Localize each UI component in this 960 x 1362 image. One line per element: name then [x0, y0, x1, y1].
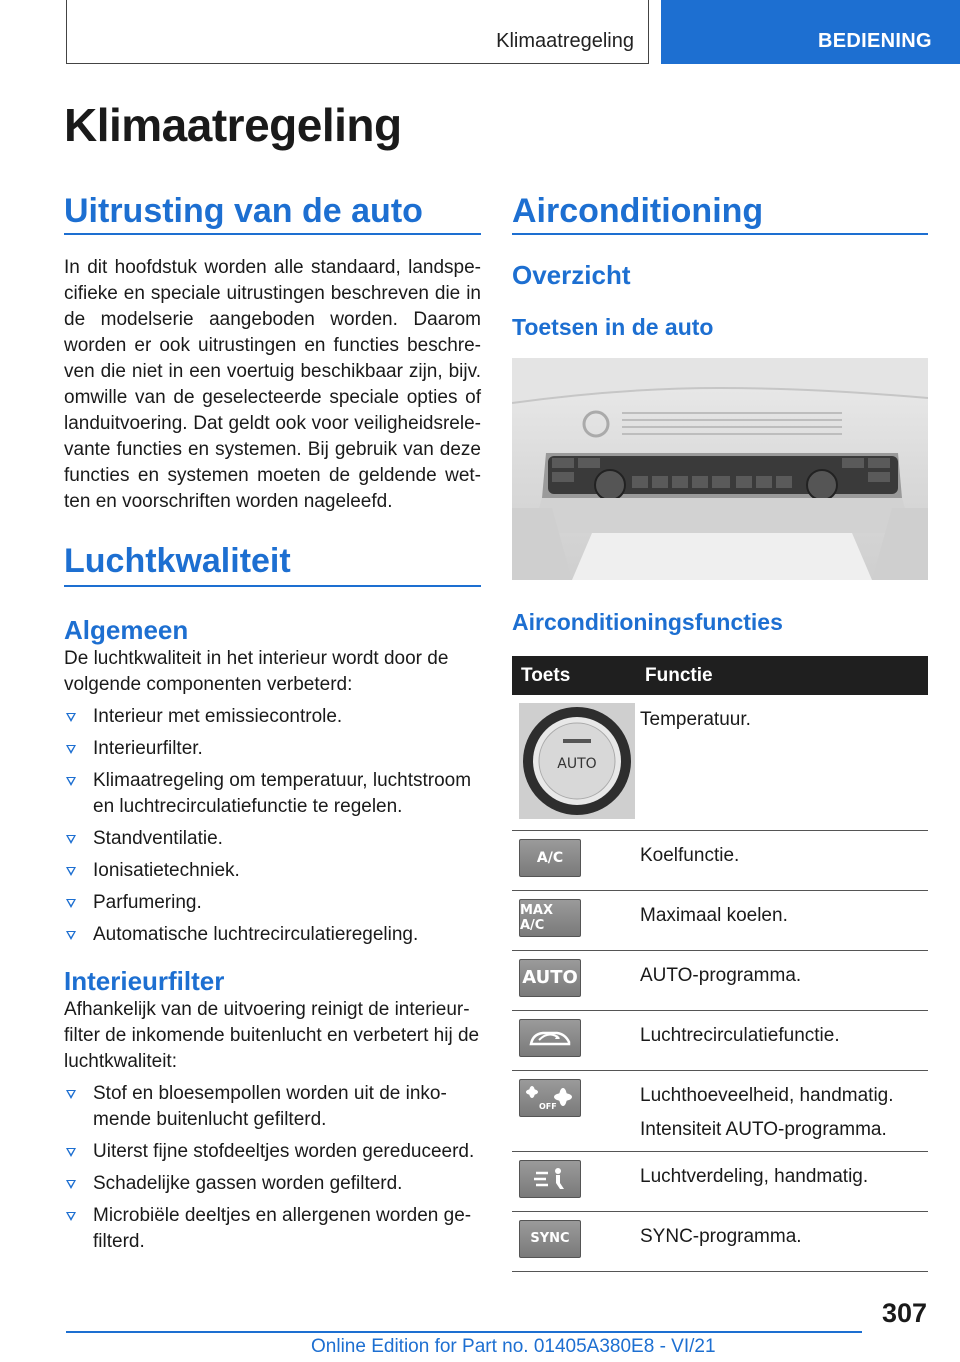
heading-rule — [64, 233, 481, 235]
key-cell — [512, 1010, 636, 1070]
interieurfilter-list — [64, 1081, 481, 1255]
function-cell — [636, 1010, 928, 1070]
algemeen-intro: De luchtkwaliteit in het interieur wordt door de volgende componenten verbeterd: — [64, 648, 449, 695]
bullet-triangle-icon — [66, 1212, 76, 1221]
function-text: Intensiteit AUTO-programma. — [640, 1118, 887, 1140]
heading-rule — [512, 233, 928, 235]
heading-overzicht: Overzicht — [512, 260, 631, 290]
function-cell — [636, 890, 928, 950]
column-header-functie: Functie — [636, 656, 928, 695]
table-row — [512, 890, 928, 950]
footer-rule — [66, 1331, 862, 1333]
heading-airconditioning: Airconditioning — [512, 192, 764, 230]
table-row — [512, 695, 928, 830]
key-cell — [512, 830, 636, 890]
heading-luchtkwaliteit: Luchtkwaliteit — [64, 542, 291, 580]
functions-table — [512, 656, 928, 1272]
function-cell — [636, 1211, 928, 1271]
function-cell — [636, 1070, 928, 1151]
section-uitrusting — [64, 192, 481, 515]
ac-button-icon: A/C — [519, 839, 581, 877]
page-title: Klimaatregeling — [64, 99, 402, 151]
bullet-triangle-icon — [66, 931, 76, 940]
heading-interieurfilter: Interieurfilter — [64, 966, 225, 996]
key-cell — [512, 950, 636, 1010]
table-header-row — [512, 656, 928, 695]
table-row — [512, 1151, 928, 1211]
key-cell — [512, 890, 636, 950]
function-text: SYNC-programma. — [640, 1225, 802, 1247]
table-row — [512, 1211, 928, 1271]
heading-rule — [64, 585, 481, 587]
section-luchtkwaliteit — [64, 542, 481, 1261]
heading-algemeen: Algemeen — [64, 615, 189, 645]
knob-label: AUTO — [557, 756, 597, 772]
bullet-triangle-icon — [66, 777, 76, 786]
heading-uitrusting: Uitrusting van de auto — [64, 192, 423, 230]
table-row — [512, 830, 928, 890]
table-row — [512, 1070, 928, 1151]
header-section-label: Klimaatregeling — [496, 30, 634, 52]
fan-off-label: OFF — [539, 1101, 557, 1111]
heading-toetsen: Toetsen in de auto — [512, 314, 714, 340]
section-airconditioning — [512, 192, 928, 341]
function-text: Koelfunctie. — [640, 844, 740, 866]
climate-panel-photo — [512, 358, 928, 580]
function-text: AUTO-programma. — [640, 964, 802, 986]
bullet-triangle-icon — [66, 1180, 76, 1189]
list-item: Interieur met emissiecontrole. — [64, 704, 481, 730]
list-item: Automatische luchtrecirculatieregeling. — [64, 922, 481, 948]
key-cell — [512, 1211, 636, 1271]
key-cell — [512, 695, 636, 830]
algemeen-list — [64, 704, 481, 948]
table-row — [512, 1010, 928, 1070]
climate-panel-illustration — [512, 358, 928, 580]
list-item: Ionisatietechniek. — [64, 858, 481, 884]
auto-button-icon: AUTO — [519, 959, 581, 997]
table-row — [512, 950, 928, 1010]
list-item: Schadelijke gassen worden gefilterd. — [64, 1171, 481, 1197]
list-item: Microbiële deeltjes en allergenen worden ge-filterd. — [64, 1203, 481, 1255]
interieurfilter-intro: Afhankelijk van de uitvoering reinigt de interieur-filter de inkomende buitenlucht en verbetert hij de luchtkwaliteit: — [64, 999, 480, 1072]
max-ac-button-icon: MAX A/C — [519, 899, 581, 937]
function-text: Luchtverdeling, handmatig. — [640, 1165, 869, 1187]
bullet-triangle-icon — [66, 745, 76, 754]
bullet-triangle-icon — [66, 713, 76, 722]
bullet-triangle-icon — [66, 1090, 76, 1099]
function-cell — [636, 950, 928, 1010]
function-text: Luchtrecirculatiefunctie. — [640, 1024, 840, 1046]
bullet-triangle-icon — [66, 867, 76, 876]
key-cell — [512, 1151, 636, 1211]
list-item: Parfumering. — [64, 890, 481, 916]
list-item: Uiterst fijne stofdeeltjes worden gereduceerd. — [64, 1139, 481, 1165]
key-cell — [512, 1070, 636, 1151]
header-section-tab — [66, 0, 649, 64]
list-item: Standventilatie. — [64, 826, 481, 852]
uitrusting-paragraph: In dit hoofdstuk worden alle standaard, landspe-cifieke en speciale uitrustingen beschreven die in de modelserie aangeboden worden. Daarom worden er ook uitrustingen en functies beschre-ven die niet in een voertuig beschikbaar zijn, bijv. omwille van de geselecteerde speciale opties of landuitvoering. Dat geldt ook voor veiligheidsrele-vante functies en systemen. Bij gebruik van deze functies en systemen moeten de geldende wet-ten en voorschriften worden nageleefd. — [64, 257, 481, 512]
list-item: Stof en bloesempollen worden uit de inko-mende buitenlucht gefilterd. — [64, 1081, 481, 1133]
bullet-triangle-icon — [66, 1148, 76, 1157]
function-text: Temperatuur. — [640, 709, 751, 730]
header-chapter-tab — [661, 0, 960, 64]
bullet-triangle-icon — [66, 835, 76, 844]
function-cell — [636, 830, 928, 890]
edition-label: Online Edition for Part no. 01405A380E8 - VI/21 — [311, 1336, 716, 1357]
column-header-toets: Toets — [512, 656, 636, 695]
function-cell — [636, 695, 928, 830]
temperature-knob-icon — [519, 703, 635, 819]
header-chapter-label: BEDIENING — [818, 30, 932, 52]
fan-speed-icon — [519, 1079, 581, 1117]
list-item: Klimaatregeling om temperatuur, luchtstroom en luchtrecirculatiefunctie te regelen. — [64, 768, 481, 820]
heading-functies: Airconditioningsfuncties — [512, 609, 783, 635]
bullet-triangle-icon — [66, 899, 76, 908]
sync-button-icon: SYNC — [519, 1220, 581, 1258]
function-cell — [636, 1151, 928, 1211]
page-number: 307 — [881, 1298, 927, 1328]
function-text: Luchthoeveelheid, handmatig. — [640, 1084, 894, 1106]
air-distribution-icon — [519, 1160, 581, 1198]
function-text: Maximaal koelen. — [640, 904, 788, 926]
list-item: Interieurfilter. — [64, 736, 481, 762]
recirculation-icon — [519, 1019, 581, 1057]
